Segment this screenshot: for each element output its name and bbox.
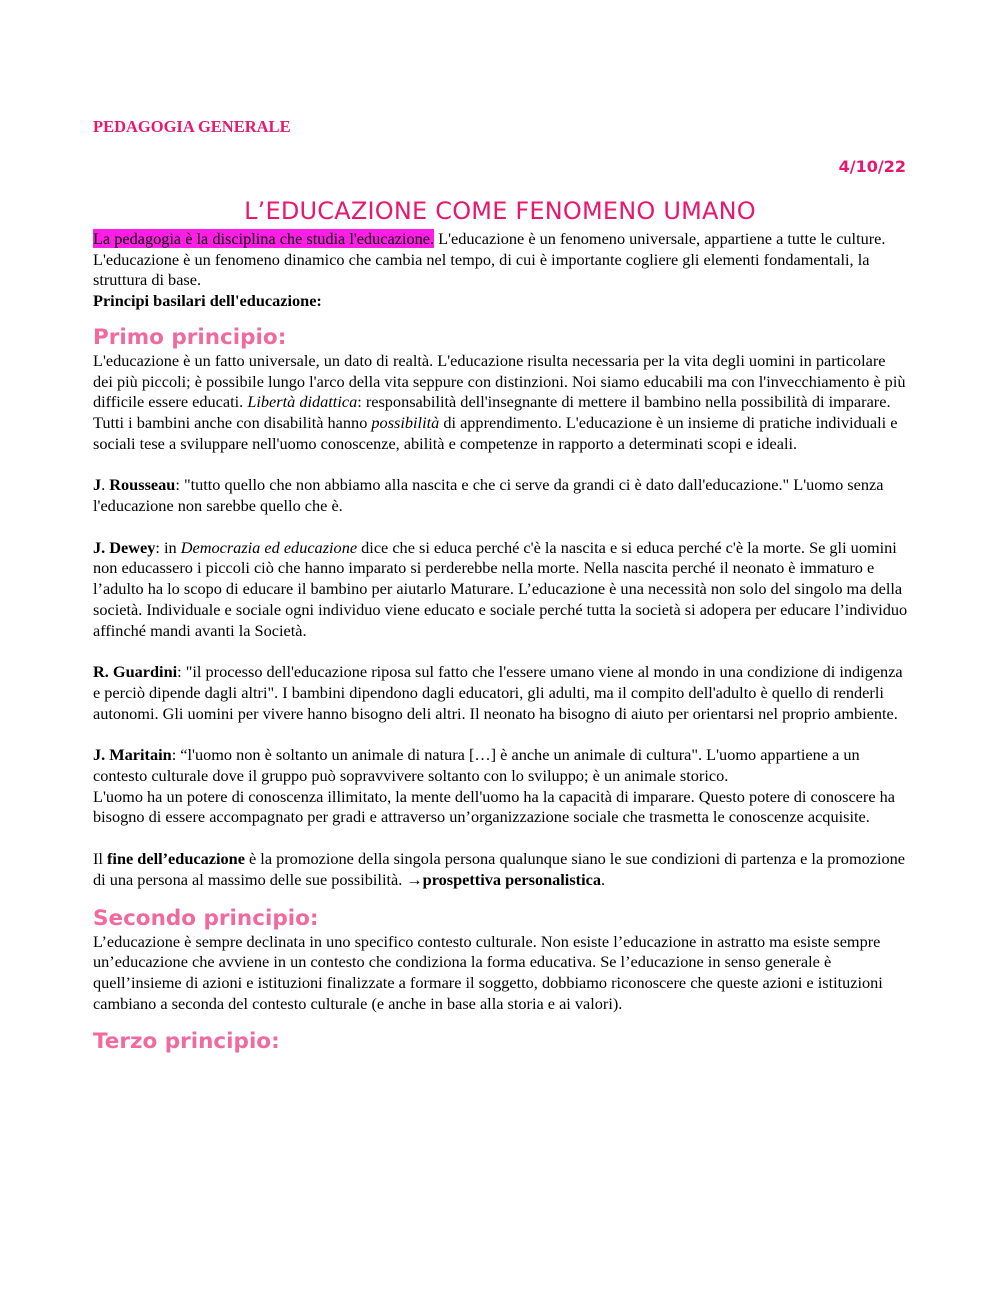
secondo-principio-paragraph: L’educazione è sempre declinata in uno specifico contesto culturale. Non esiste l’educazione in astratto ma esiste sempre un’educazione che avviene in un contesto che condiziona la forma educativa. Se l’educazione in senso generale è quell’insieme di azioni e istituzioni finalizzate a formare il soggetto, dobbiamo riconoscere che queste azioni e istituzioni cambiano a seconda del contesto culturale (e anche in base alla storia e ai valori). (93, 931, 883, 1013)
maritain-paragraph: J. Maritain: “l'uomo non è soltanto un animale di natura […] è anche un animale di cultura". L'uomo appartiene a un contesto culturale dove il gruppo può sopravvivere soltanto con lo sviluppo; è un animale storico. (93, 745, 860, 786)
principles-label: Principi basilari dell'educazione: (93, 291, 322, 311)
possibilita-term: possibilità (371, 412, 440, 432)
heading-terzo-principio: Terzo principio: (93, 1029, 280, 1055)
rousseau-paragraph: J. Rousseau: "tutto quello che non abbiamo alla nascita e che ci serve da grandi ci è dato dall'educazione." L'uomo senza l'educazione non sarebbe quello che è. (93, 475, 884, 516)
dewey-book-title: Democrazia ed educazione (180, 537, 358, 557)
heading-secondo-principio: Secondo principio: (93, 905, 319, 931)
primo-principio-paragraph: L'educazione è un fatto universale, un dato di realtà. L'educazione risulta necessaria per la vita degli uomini in particolare dei più piccoli; è possibile lungo l'arco della vita seppure con distinzioni. Noi siamo educabili ma con l'invecchiamento è più difficile essere educati. Libertà didattica: responsabilità dell'insegnante di mettere il bambino nella possibilità di imparare. Tutti i bambini anche con disabilità hanno possibilità di apprendimento. L'educazione è un insieme di pratiche individuali e sociali tese a sviluppare nell'uomo conoscenze, abilità e competenze in rapporto a determinati scopi e ideali. (93, 350, 906, 453)
document-body (93, 229, 909, 1055)
fine-educazione-term: fine dell’educazione (107, 849, 245, 869)
fine-educazione-paragraph: Il fine dell’educazione è la promozione della singola persona qualunque siano le sue condizioni di partenza e la promozione di una persona al massimo delle sue possibilità. →prospettiva personalistica. (93, 849, 906, 889)
maritain-paragraph-2: L'uomo ha un potere di conoscenza illimitato, la mente dell'uomo ha la capacità di imparare. Questo potere di conoscere ha bisogno di essere accompagnato per gradi e attraverso un’organizzazione sociale che trasmetta le conoscenze acquisite. (93, 786, 895, 827)
guardini-paragraph: R. Guardini: "il processo dell'educazione riposa sul fatto che l'essere umano viene al mondo in una condizione di indigenza e perciò dipende dagli altri". I bambini dipendono dagli educatori, gli adulti, ma il compito dell'adulto è quello di renderli autonomi. Gli uomini per vivere hanno bisogno deli altri. Il neonato ha bisogno di aiuto per orientarsi nel proprio ambiente. (93, 662, 903, 723)
subject-header: PEDAGOGIA GENERALE (93, 117, 291, 136)
maritain-name: J. Maritain (93, 745, 172, 765)
highlighted-definition: La pedagogia è la disciplina che studia l'educazione. (93, 229, 435, 248)
rousseau-name: Rousseau (109, 475, 176, 495)
document-title: L’EDUCAZIONE COME FENOMENO UMANO (244, 197, 756, 225)
prospettiva-term: prospettiva personalistica (422, 869, 601, 889)
arrow-right-icon: → (406, 869, 423, 889)
intro-paragraph (93, 229, 909, 291)
dewey-paragraph: J. Dewey: in Democrazia ed educazione dice che si educa perché c'è la nascita e si educa perché c'è la morte. Se gli uomini non educassero i piccoli ciò che hanno imparato si perderebbe nella morte. Nella nascita perché il neonato è immaturo e l’adulto ha lo scopo di educare il bambino per aiutarlo Maturare. L’educazione è una necessità non solo del singolo ma della società. Individuale e sociale ogni individuo viene educato e sociale perché tutta la società si adopera per educare l’individuo affinché mandi avanti la Società. (93, 537, 908, 640)
dewey-name: J. Dewey (93, 537, 156, 557)
liberta-didattica-term: Libertà didattica (247, 392, 358, 412)
heading-primo-principio: Primo principio: (93, 324, 287, 350)
intro-text: L'educazione è un fenomeno universale, appartiene a tutte le culture. L'educazione è un fenomeno dinamico che cambia nel tempo, di cui è importante cogliere gli elementi fondamentali, la struttura di base. (93, 229, 886, 290)
date-header: 4/10/22 (838, 157, 906, 176)
guardini-name: R. Guardini (93, 662, 178, 682)
